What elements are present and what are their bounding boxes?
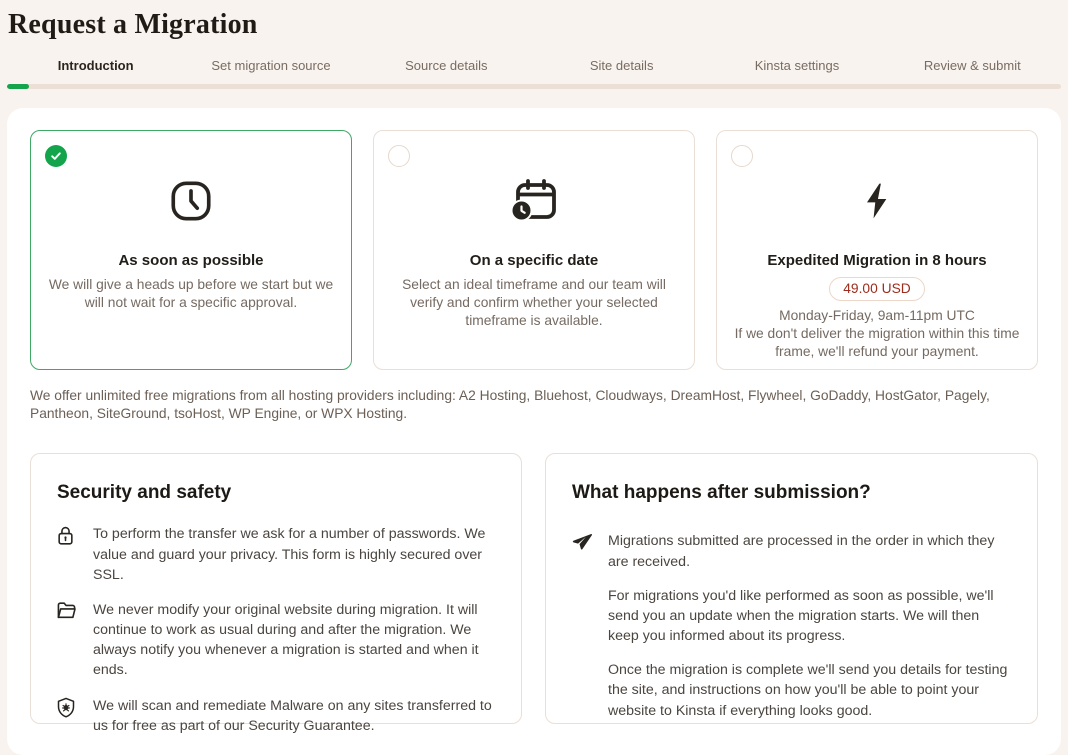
- list-item: [571, 531, 1012, 571]
- stepper-tabs: [8, 58, 1060, 84]
- submission-paragraph: For migrations you'd like performed as soon as possible, we'll send you an update when the migration starts. We will then keep you informed about its progress.: [608, 587, 994, 645]
- paper-plane-icon: [571, 531, 593, 571]
- option-title: As soon as possible: [118, 252, 264, 269]
- tab-review-submit[interactable]: Review & submit: [923, 58, 1021, 73]
- security-safety-card: [30, 453, 522, 734]
- stepper-progress-fill: [7, 84, 29, 89]
- option-card-expedited[interactable]: [716, 130, 1038, 370]
- list-item: [56, 696, 496, 736]
- option-schedule: Monday-Friday, 9am-11pm UTC: [779, 308, 975, 323]
- price-badge: 49.00 USD: [829, 277, 925, 301]
- option-card-specific-date[interactable]: [373, 130, 695, 370]
- tab-set-migration-source[interactable]: Set migration source: [211, 58, 331, 73]
- security-card-title: Security and safety: [57, 482, 232, 504]
- tab-source-details[interactable]: Source details: [405, 58, 488, 73]
- option-card-asap[interactable]: [30, 130, 352, 370]
- after-submission-card: [545, 453, 1038, 724]
- list-item-text: We will scan and remediate Malware on any sites transferred to us for free as part of our Security Guarantee.: [93, 697, 492, 734]
- tab-introduction[interactable]: Introduction: [57, 58, 134, 73]
- radio-unselected-icon[interactable]: [731, 145, 753, 167]
- main-panel: [7, 108, 1061, 755]
- selected-check-icon[interactable]: [45, 145, 67, 167]
- option-note: If we don't deliver the migration within this time frame, we'll refund your payment.: [734, 326, 1020, 360]
- submission-card-title: What happens after submission?: [572, 482, 871, 504]
- stepper-progress-track: [7, 84, 1061, 89]
- option-title: On a specific date: [469, 252, 599, 269]
- lightning-icon: [861, 178, 893, 224]
- list-item: [56, 600, 496, 681]
- option-description: Select an ideal timeframe and our team will verify and confirm whether your selected timeframe is available.: [402, 277, 666, 329]
- list-item-text: To perform the transfer we ask for a number of passwords. We value and guard your privacy. This form is highly secured over SSL.: [93, 526, 486, 583]
- providers-note: We offer unlimited free migrations from all hosting providers including: A2 Hosting, Bluehost, Cloudways, DreamHost, Flywheel, GoDaddy, HostGator, Pagely, Pantheon, SiteGround, tsoHost, WP Engine, or WPX Hosting.: [30, 388, 990, 422]
- shield-bug-icon: [56, 696, 78, 736]
- migration-timing-options: [30, 130, 1038, 370]
- submission-paragraph: Once the migration is complete we'll send you details for testing the site, and instructions on how you'll be able to point your website to Kinsta if everything looks good.: [608, 662, 1008, 719]
- tab-site-details[interactable]: Site details: [589, 58, 654, 73]
- lock-icon: [56, 524, 78, 584]
- list-item: [56, 524, 496, 584]
- page-header: [0, 0, 1068, 89]
- security-items-list: [56, 524, 496, 735]
- submission-paragraph: Migrations submitted are processed in the order in which they are received.: [608, 533, 995, 570]
- clock-icon: [168, 178, 214, 224]
- radio-unselected-icon[interactable]: [388, 145, 410, 167]
- calendar-clock-icon: [508, 178, 560, 224]
- info-cards-row: [30, 453, 1038, 734]
- option-title: Expedited Migration in 8 hours: [767, 252, 987, 269]
- list-item-text: We never modify your original website during migration. It will continue to work as usual during and after the migration. We always notify you whenever a migration is started and when it ends.: [93, 601, 479, 679]
- option-description: We will give a heads up before we start but we will not wait for a specific approval.: [48, 277, 334, 311]
- page-title: Request a Migration: [8, 9, 258, 40]
- tab-kinsta-settings[interactable]: Kinsta settings: [754, 58, 840, 73]
- folder-icon: [56, 600, 78, 681]
